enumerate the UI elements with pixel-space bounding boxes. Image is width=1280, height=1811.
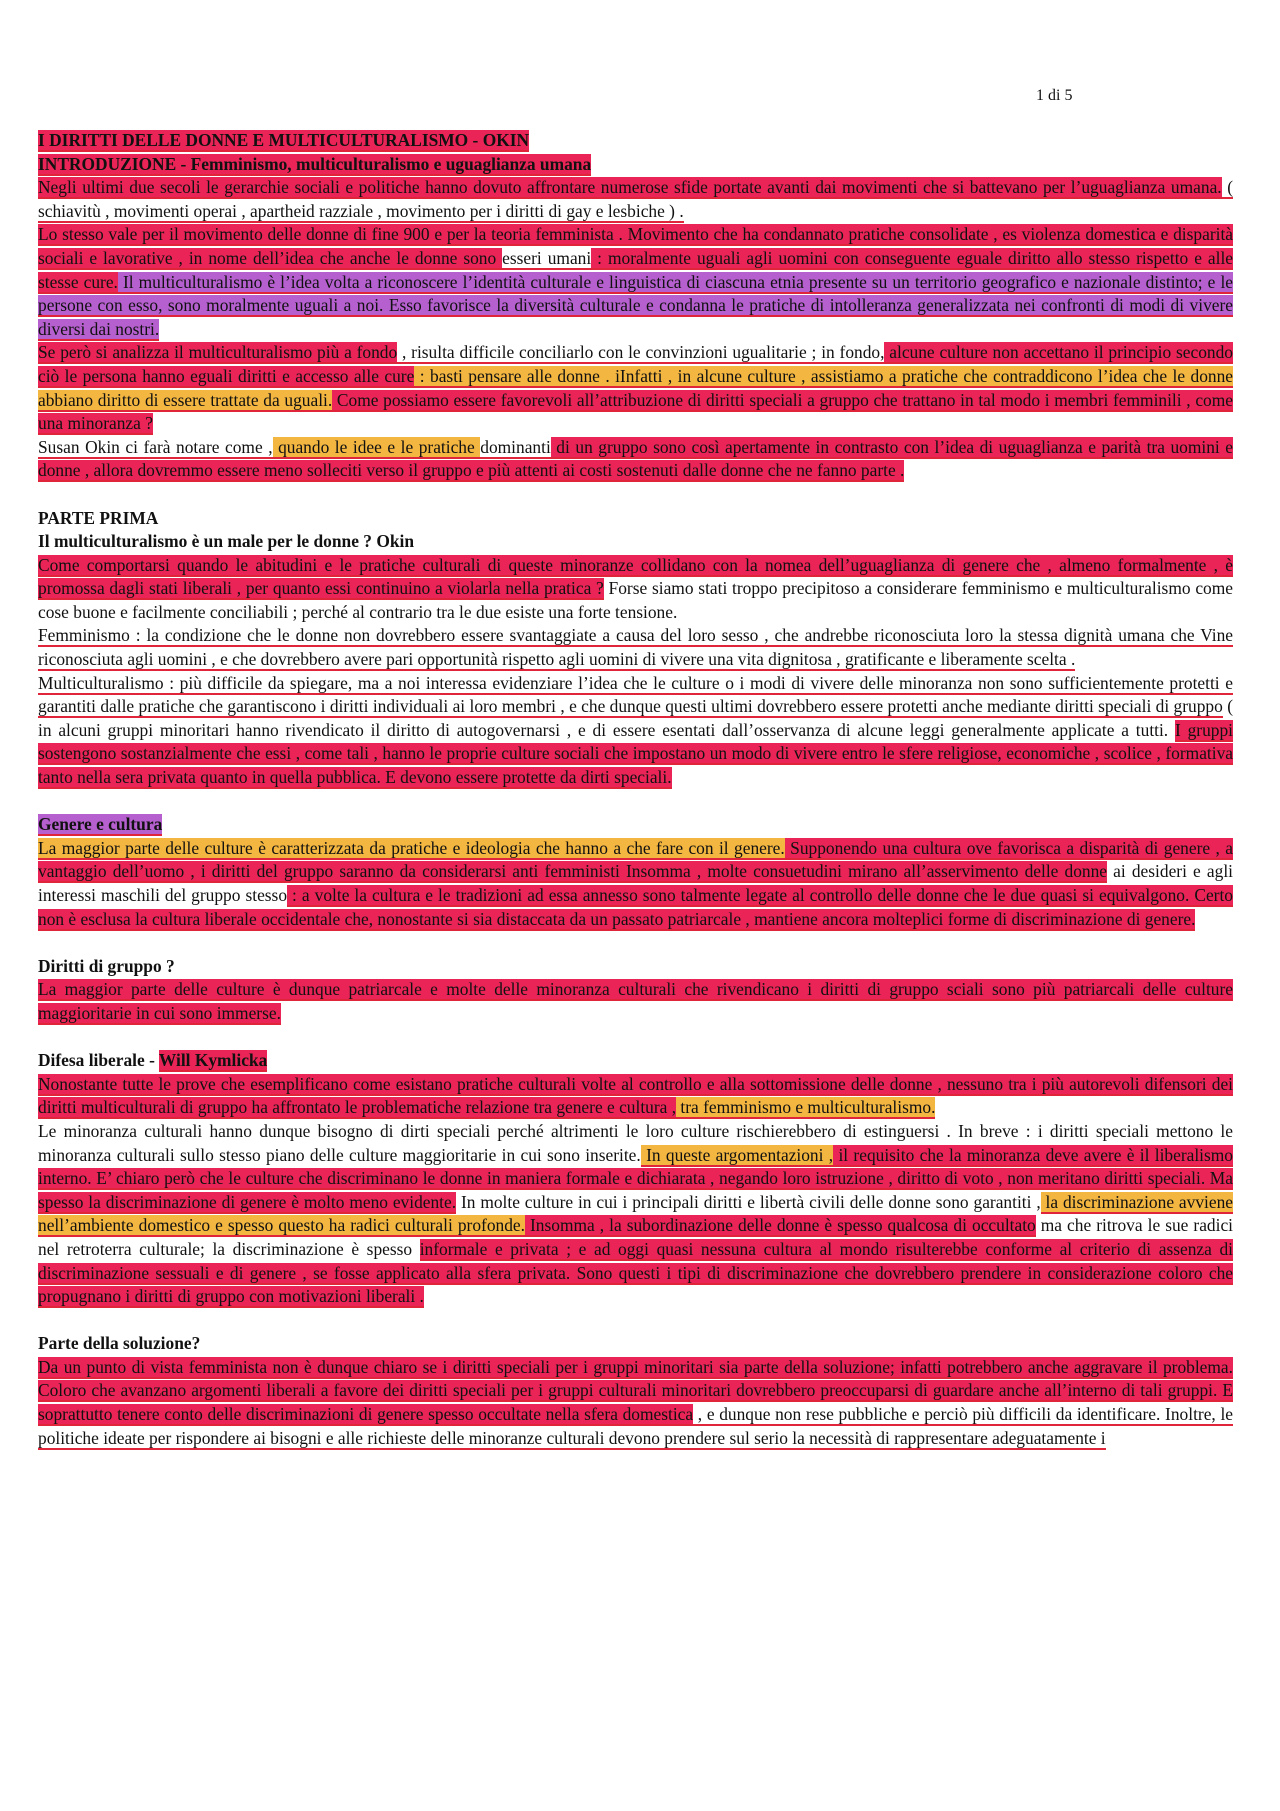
paragraph: Lo stesso vale per il movimento delle donne di fine 900 e per la teoria femminista . Movimento che ha condannato pratiche consolidate , es violenza domestica e disparità sociali e lavorative , in nome dell’idea che anche le donne sono esseri umani : moralmente uguali agli uomini con conseguente eguale diritto allo stesso rispetto e alle stesse cure. Il multiculturalismo è l’idea volta a riconoscere l’identità culturale e linguistica di ciascuna etnia presente su un territorio geografico e nazionale distinto; e le persone con esso, sono moralmente uguali a noi. Esso favorisce la diversità culturale e condanna le pratiche di intolleranza generalizzata nei confronti di modi di vivere diversi dai nostri. bbox=[38, 224, 1233, 339]
gender-heading: Genere e cultura bbox=[38, 814, 163, 835]
document-body bbox=[38, 129, 1233, 1450]
paragraph: Come comportarsi quando le abitudini e le pratiche culturali di queste minoranze collidano con la nomea dell’uguaglianza di genere che , almeno formalmente , è promossa dagli stati liberali , per quanto essi continuino a violarla nella pratica ? Forse siamo stati troppo precipitoso a considerare femminismo e multiculturalismo come cose buone e facilmente conciliabili ; perché al contrario tra le due esiste una forte tensione. bbox=[38, 554, 1233, 622]
paragraph: Multiculturalismo : più difficile da spiegare, ma a noi interessa evidenziare l’idea che le culture o i modi di vivere delle minoranza non sono sufficientemente protetti e garantiti dalle pratiche che garantiscono i diritti individuali ai loro membri , e che dunque questi ultimi dovrebbero essere protetti anche mediante diritti speciali di gruppo ( in alcuni gruppi minoritari hanno rivendicato il diritto di autogovernarsi , e di essere esentati dall’osservanza di alcune leggi generalmente applicate a tutti. I gruppi sostengono sostanzialmente che essi , come tali , hanno le proprie culture sociali che impostano un modo di vivere entro le sfere religiose, economiche , scolice , formativa tanto nella sera privata quanto in quella pubblica. E devono essere protette da dirti speciali. bbox=[38, 672, 1233, 788]
part1-subheading: Il multiculturalismo è un male per le donne ? Okin bbox=[38, 531, 415, 552]
document-page bbox=[38, 0, 1233, 1811]
intro-heading: INTRODUZIONE - Femminismo, multiculturalismo e uguaglianza umana bbox=[38, 153, 592, 174]
paragraph: La maggior parte delle culture è caratterizzata da pratiche e ideologia che hanno a che fare con il genere. Supponendo una cultura ove favorisca a disparità di genere , a vantaggio dell’uomo , i diritti del gruppo saranno da considerarsi anti femministi Insomma , molte consuetudini mirano all’asservimento delle donne ai desideri e agli interessi maschili del gruppo stesso : a volte la cultura e le tradizioni ad essa annesso sono talmente legate al controllo delle donne che le due quasi si equivalgono. Certo non è esclusa la cultura liberale occidentale che, nonostante si sia distaccata da un passato patriarcale , mantiene ancora molteplici forme di discriminazione di genere. bbox=[38, 837, 1233, 929]
page-number: 1 di 5 bbox=[1036, 87, 1073, 104]
paragraph: La maggior parte delle culture è dunque patriarcale e molte delle minoranza culturali che rivendicano i diritti di gruppo sciali sono più patriarcali delle culture maggioritarie in cui sono immerse. bbox=[38, 979, 1233, 1023]
paragraph: Da un punto di vista femminista non è dunque chiaro se i diritti speciali per i gruppi minoritari sia parte della soluzione; infatti potrebbero anche aggravare il problema. Coloro che avanzano argomenti liberali a favore dei diritti speciali per i gruppi culturali minoritari dovrebbero preoccuparsi di guardare anche all’interno di tali gruppi. E soprattutto tenere conto delle discriminazioni di genere spesso occultate nella sfera domestica , e dunque non rese pubbliche e perciò più difficili da identificare. Inoltre, le politiche ideate per rispondere ai bisogni e alle richieste delle minoranze culturali devono prendere sul serio la necessità di rappresentare adeguatamente i bbox=[38, 1356, 1233, 1448]
paragraph: Susan Okin ci farà notare come , quando le idee e le pratiche dominanti di un gruppo sono così apertamente in contrasto con l’idea di uguaglianza e parità tra uomini e donne , allora dovremmo essere meno solleciti verso il gruppo e più attenti ai costi sostenuti dalle donne che ne fanno parte . bbox=[38, 436, 1233, 481]
document-title: I DIRITTI DELLE DONNE E MULTICULTURALISMO - OKIN bbox=[38, 130, 530, 150]
paragraph: Negli ultimi due secoli le gerarchie sociali e politiche hanno dovuto affrontare numerose sfide portate avanti dai movimenti che si battevano per l’uguaglianza umana. ( schiavitù , movimenti operai , apartheid razziale , movimento per i diritti di gay e lesbiche ) . bbox=[38, 177, 1233, 221]
group-rights-heading: Diritti di gruppo ? bbox=[38, 955, 175, 976]
liberal-defense-heading: Difesa liberale - Will Kymlicka bbox=[38, 1050, 268, 1071]
paragraph: Femminismo : la condizione che le donne non dovrebbero essere svantaggiate a causa del loro sesso , che andrebbe riconosciuta loro la stessa dignità umana che Vine riconosciuta agli uomini , e che dovrebbero avere pari opportunità rispetto agli uomini di vivere una vita dignitosa , gratificante e liberamente scelta . bbox=[38, 625, 1233, 670]
paragraph: Le minoranza culturali hanno dunque bisogno di dirti speciali perché altrimenti le loro culture rischierebbero di estinguersi . In breve : i diritti speciali mettono le minoranza culturali sullo stesso piano delle culture maggioritarie in cui sono inserite. In queste argomentazioni , il requisito che la minoranza deve avere è il liberalismo interno. E’ chiaro però che le culture che discriminano le donne in maniera formale e dichiarata , negando loro istruzione , diritto di voto , non meritano diritti speciali. Ma spesso la discriminazione di genere è molto meno evidente. In molte culture in cui i principali diritti e libertà civili delle donne sono garantiti , la discriminazione avviene nell’ambiente domestico e spesso questo ha radici culturali profonde. Insomma , la subordinazione delle donne è spesso qualcosa di occultato ma che ritrova le sue radici nel retroterra culturale; la discriminazione è spesso informale e privata ; e ad oggi quasi nessuna cultura al mondo risulterebbe conforme al criterio di assenza di discriminazione sessuali e di genere , se fosse applicato alla sfera privata. Sono questi i tipi di discriminazione che dovrebbero prendere in considerazione coloro che propugnano i diritti di gruppo con motivazioni liberali . bbox=[38, 1120, 1234, 1307]
solution-heading: Parte della soluzione? bbox=[38, 1333, 201, 1354]
part1-heading: PARTE PRIMA bbox=[38, 507, 159, 528]
paragraph: Nonostante tutte le prove che esemplificano come esistano pratiche culturali volte al controllo e alla sottomissione delle donne , nessuno tra i più autorevoli difensori dei diritti multiculturali di gruppo ha affrontato le problematiche relazione tra genere e cultura , tra femminismo e multiculturalismo. bbox=[38, 1073, 1233, 1118]
paragraph: Se però si analizza il multiculturalismo più a fondo , risulta difficile conciliarlo con le convinzioni ugualitarie ; in fondo, alcune culture non accettano il principio secondo ciò le persona hanno eguali diritti e accesso alle cure : basti pensare alle donne . iInfatti , in alcune culture , assistiamo a pratiche che contraddicono l’idea che le donne abbiano diritto di essere trattate da uguali. Come possiamo essere favorevoli all’attribuzione di diritti speciali a gruppo che trattano in tal modo i membri femminili , come una minoranza ? bbox=[38, 342, 1233, 434]
